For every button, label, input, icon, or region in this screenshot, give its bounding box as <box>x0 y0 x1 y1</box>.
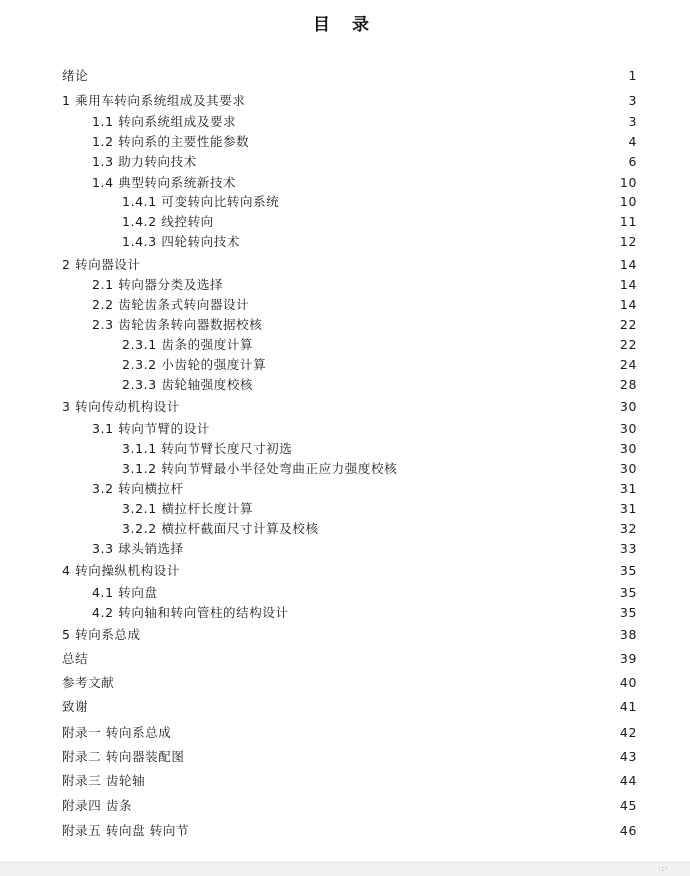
toc-entry-title: 1.4.1 可变转向比转向系统 <box>122 194 280 209</box>
toc-entry-title: 致谢 <box>62 699 89 714</box>
toc-entry[interactable] <box>92 274 637 294</box>
toc-entry[interactable] <box>122 334 637 354</box>
toc-dot-leader <box>188 481 615 495</box>
toc-page-number: 42 <box>619 724 637 740</box>
toc-page-number: 35 <box>619 604 637 620</box>
toc-dot-leader <box>270 357 615 371</box>
toc-dot-leader <box>401 461 615 475</box>
toc-page-number: 3 <box>628 92 637 108</box>
toc-entry-title: 3.2.2 横拉杆截面尺寸计算及校核 <box>122 521 319 536</box>
toc-entry-title: 参考文献 <box>62 675 115 690</box>
toc-dot-leader <box>188 749 614 763</box>
toc-entry-title: 3.2.1 横拉杆长度计算 <box>122 501 254 516</box>
toc-entry[interactable] <box>122 374 637 394</box>
toc-page-number: 46 <box>619 822 637 838</box>
toc-entry[interactable] <box>92 418 637 438</box>
toc-dot-leader <box>92 68 620 82</box>
toc-dot-leader <box>136 798 615 812</box>
toc-page-number: 6 <box>628 153 637 169</box>
toc-page-number: 31 <box>619 500 637 516</box>
toc-entry-title: 3.3 球头销选择 <box>92 541 184 556</box>
toc-page-number: 31 <box>619 480 637 496</box>
toc-entry[interactable] <box>122 211 637 231</box>
toc-page-number: 22 <box>619 316 637 332</box>
toc-entry-title: 4 转向操纵机构设计 <box>62 563 180 578</box>
page-bottom-strip <box>0 862 690 876</box>
toc-entry-title: 1.3 助力转向技术 <box>92 154 197 169</box>
toc-entry-title: 2.3.3 齿轮轴强度校核 <box>122 377 254 392</box>
toc-entry-title: 附录三 齿轮轴 <box>62 773 146 788</box>
toc-title: 目 录 <box>313 15 377 35</box>
toc-entry-title: 5 转向系总成 <box>62 627 141 642</box>
toc-dot-leader <box>257 337 615 351</box>
toc-entry-title: 2 转向器设计 <box>62 257 141 272</box>
toc-dot-leader <box>145 257 615 271</box>
toc-entry[interactable] <box>62 746 637 766</box>
toc-dot-leader <box>145 627 615 641</box>
toc-entry[interactable] <box>62 672 637 692</box>
toc-dot-leader <box>188 541 615 555</box>
toc-dot-leader <box>92 651 615 665</box>
toc-page-number: 1 <box>628 67 637 83</box>
toc-page-number: 14 <box>619 296 637 312</box>
toc-entry[interactable] <box>62 722 637 742</box>
toc-page-number: 12 <box>619 233 637 249</box>
toc-dot-leader <box>184 563 615 577</box>
toc-dot-leader <box>249 93 620 107</box>
toc-dot-leader <box>253 297 615 311</box>
toc-page-number: 30 <box>619 420 637 436</box>
toc-entry[interactable] <box>62 624 637 644</box>
toc-entry-title: 绪论 <box>62 68 89 83</box>
toc-entry[interactable] <box>92 294 637 314</box>
toc-entry[interactable] <box>62 696 637 716</box>
toc-entry-title: 附录四 齿条 <box>62 798 133 813</box>
toc-entry-title: 1 乘用车转向系统组成及其要求 <box>62 93 246 108</box>
toc-entry[interactable] <box>62 396 637 416</box>
toc-dot-leader <box>227 277 615 291</box>
toc-entry-title: 3.1.2 转向节臂最小半径处弯曲正应力强度校核 <box>122 461 398 476</box>
toc-entry[interactable] <box>92 602 637 622</box>
toc-entry-title: 3.1.1 转向节臂长度尺寸初选 <box>122 441 293 456</box>
toc-page-number: 39 <box>619 650 637 666</box>
toc-page-number: 33 <box>619 540 637 556</box>
toc-page-number: 3 <box>628 113 637 129</box>
toc-entry[interactable] <box>122 518 637 538</box>
toc-entry[interactable] <box>62 648 637 668</box>
toc-dot-leader <box>92 699 615 713</box>
toc-page-number: 30 <box>619 440 637 456</box>
toc-page-number: 32 <box>619 520 637 536</box>
toc-entry-title: 4.2 转向轴和转向管柱的结构设计 <box>92 605 289 620</box>
toc-entry-title: 1.4.2 线控转向 <box>122 214 214 229</box>
toc-entry-title: 3 转向传动机构设计 <box>62 399 180 414</box>
toc-dot-leader <box>323 521 615 535</box>
toc-dot-leader <box>244 234 615 248</box>
toc-dot-leader <box>283 194 615 208</box>
toc-dot-leader <box>118 675 614 689</box>
toc-entry[interactable] <box>122 438 637 458</box>
toc-entry[interactable] <box>62 90 637 110</box>
toc-page-number: 40 <box>619 674 637 690</box>
toc-entry[interactable] <box>122 458 637 478</box>
toc-dot-leader <box>266 317 615 331</box>
toc-page-number: 45 <box>619 797 637 813</box>
toc-entry-title: 3.1 转向节臂的设计 <box>92 421 210 436</box>
toc-entry-title: 1.4 典型转向系统新技术 <box>92 175 237 190</box>
toc-entry-title: 3.2 转向横拉杆 <box>92 481 184 496</box>
corner-decoration-icon: ·:· <box>658 864 669 873</box>
toc-dot-leader <box>214 421 615 435</box>
toc-entry[interactable] <box>92 172 637 192</box>
toc-entry-title: 总结 <box>62 651 89 666</box>
toc-dot-leader <box>293 605 615 619</box>
toc-entry[interactable] <box>62 65 637 85</box>
toc-page-number: 28 <box>619 376 637 392</box>
toc-entry-title: 附录五 转向盘 转向节 <box>62 823 190 838</box>
toc-entry-title: 1.1 转向系统组成及要求 <box>92 114 237 129</box>
toc-dot-leader <box>296 441 615 455</box>
toc-dot-leader <box>240 114 620 128</box>
toc-dot-leader <box>257 501 615 515</box>
toc-entry[interactable] <box>122 191 637 211</box>
toc-page-number: 38 <box>619 626 637 642</box>
toc-page-number: 35 <box>619 584 637 600</box>
toc-entry[interactable] <box>62 254 637 274</box>
toc-page-number: 14 <box>619 256 637 272</box>
toc-entry[interactable] <box>62 795 637 815</box>
toc-entry-title: 附录二 转向器装配图 <box>62 749 185 764</box>
toc-entry[interactable] <box>92 111 637 131</box>
toc-dot-leader <box>218 214 615 228</box>
toc-entry[interactable] <box>92 314 637 334</box>
toc-entry[interactable] <box>122 231 637 251</box>
toc-entry[interactable] <box>62 770 637 790</box>
toc-entry-title: 2.1 转向器分类及选择 <box>92 277 224 292</box>
toc-page-number: 11 <box>619 213 637 229</box>
toc-dot-leader <box>240 175 615 189</box>
toc-dot-leader <box>201 154 620 168</box>
toc-page-number: 22 <box>619 336 637 352</box>
toc-entry[interactable] <box>122 354 637 374</box>
toc-entry[interactable] <box>92 131 637 151</box>
toc-page-number: 41 <box>619 698 637 714</box>
toc-dot-leader <box>162 585 615 599</box>
toc-entry[interactable] <box>62 820 637 840</box>
toc-entry[interactable] <box>62 560 637 580</box>
toc-entry-title: 4.1 转向盘 <box>92 585 158 600</box>
toc-page-number: 14 <box>619 276 637 292</box>
toc-dot-leader <box>257 377 615 391</box>
toc-page-number: 35 <box>619 562 637 578</box>
toc-page-number: 44 <box>619 772 637 788</box>
toc-entry[interactable] <box>122 498 637 518</box>
toc-dot-leader <box>184 399 615 413</box>
toc-dot-leader <box>149 773 615 787</box>
toc-dot-leader <box>253 134 620 148</box>
toc-entry[interactable] <box>92 151 637 171</box>
toc-entry-title: 附录一 转向系总成 <box>62 725 172 740</box>
toc-page-number: 4 <box>628 133 637 149</box>
toc-entry-title: 2.3.1 齿条的强度计算 <box>122 337 254 352</box>
toc-dot-leader <box>175 725 615 739</box>
toc-entry-title: 2.3 齿轮齿条转向器数据校核 <box>92 317 263 332</box>
toc-entry-title: 2.3.2 小齿轮的强度计算 <box>122 357 267 372</box>
toc-entry[interactable] <box>92 582 637 602</box>
toc-entry-title: 1.2 转向系的主要性能参数 <box>92 134 250 149</box>
toc-page-number: 30 <box>619 460 637 476</box>
toc-page-number: 10 <box>619 174 637 190</box>
toc-dot-leader <box>193 823 615 837</box>
toc-page-number: 24 <box>619 356 637 372</box>
toc-entry[interactable] <box>92 478 637 498</box>
toc-entry[interactable] <box>92 538 637 558</box>
toc-page-number: 10 <box>619 193 637 209</box>
toc-entry-title: 2.2 齿轮齿条式转向器设计 <box>92 297 250 312</box>
toc-page-number: 43 <box>619 748 637 764</box>
toc-entry-title: 1.4.3 四轮转向技术 <box>122 234 240 249</box>
toc-page-number: 30 <box>619 398 637 414</box>
